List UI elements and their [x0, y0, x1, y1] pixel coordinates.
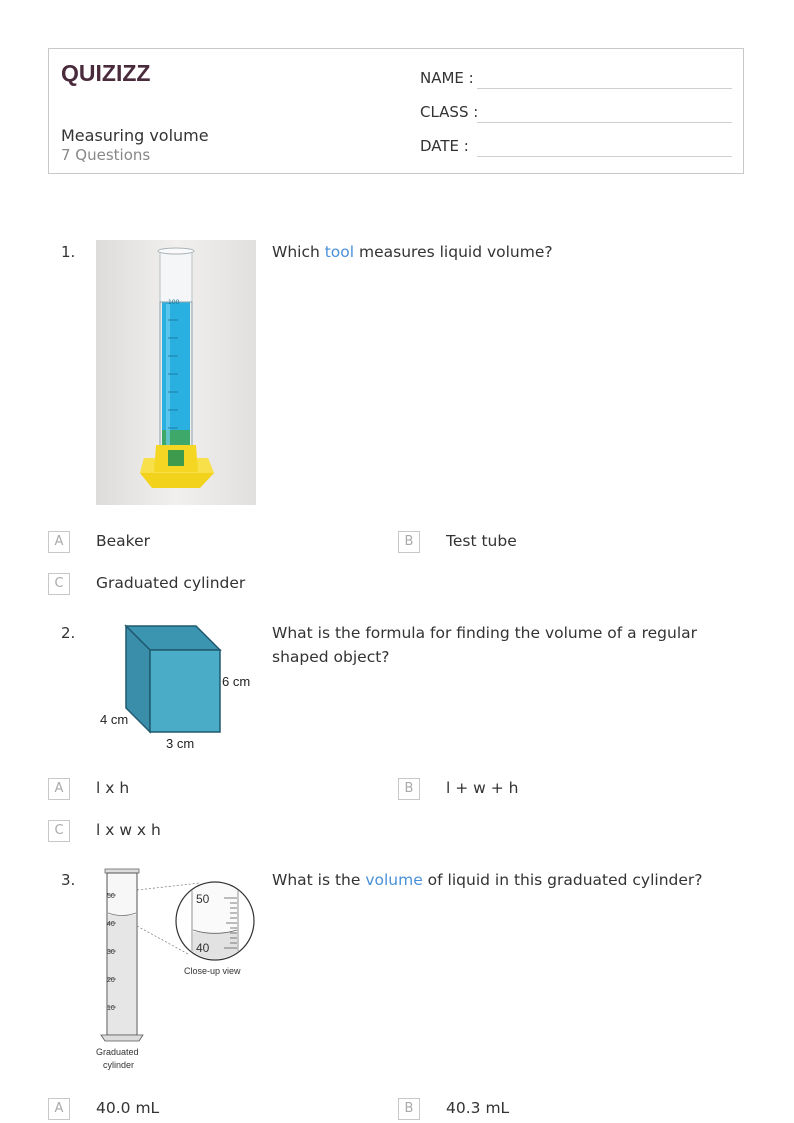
tick-label-10: 10	[107, 1005, 115, 1012]
q2-option-b[interactable]: l + w + h	[446, 779, 519, 797]
class-line[interactable]	[477, 122, 732, 123]
cylinder-caption-line2: cylinder	[103, 1060, 135, 1070]
tick-label-30: 30	[107, 949, 115, 956]
q1-option-a[interactable]: Beaker	[96, 532, 151, 550]
q3-option-a-letter[interactable]: A	[48, 1098, 70, 1120]
width-label: 3 cm	[166, 736, 195, 751]
q3-option-b-letter[interactable]: B	[398, 1098, 420, 1120]
date-label: DATE :	[420, 137, 469, 155]
question-3-number: 3.	[61, 871, 76, 889]
closeup-label-50: 50	[196, 892, 210, 906]
q2-option-c[interactable]: l x w x h	[96, 821, 161, 839]
q3-option-b[interactable]: 40.3 mL	[446, 1099, 510, 1117]
q2-option-b-letter[interactable]: B	[398, 778, 420, 800]
tick-label-40: 40	[107, 921, 115, 928]
q1-option-c-letter[interactable]: C	[48, 573, 70, 595]
question-3-text: What is the volume of liquid in this graduated cylinder?	[272, 871, 703, 889]
q2-option-a[interactable]: l x h	[96, 779, 130, 797]
rectangular-prism-figure	[96, 620, 260, 755]
q1-option-b[interactable]: Test tube	[446, 532, 517, 550]
question-1-number: 1.	[61, 243, 76, 261]
quizizz-logo	[61, 59, 161, 87]
tick-label-20: 20	[107, 977, 115, 984]
question-count: 7 Questions	[61, 146, 151, 164]
q2-option-a-letter[interactable]: A	[48, 778, 70, 800]
class-label: CLASS :	[420, 103, 479, 121]
tick-label-50: 50	[107, 893, 115, 900]
question-1-text: Which tool measures liquid volume?	[272, 243, 553, 261]
q1-option-a-letter[interactable]: A	[48, 531, 70, 553]
cylinder-caption-line1: Graduated	[96, 1047, 139, 1057]
height-label: 6 cm	[222, 674, 251, 689]
name-label: NAME :	[420, 69, 474, 87]
question-2-number: 2.	[61, 624, 76, 642]
q1-option-c[interactable]: Graduated cylinder	[96, 574, 246, 592]
closeup-caption: Close-up view	[184, 966, 241, 976]
date-line[interactable]	[477, 156, 732, 157]
q3-option-a[interactable]: 40.0 mL	[96, 1099, 160, 1117]
name-line[interactable]	[477, 88, 732, 89]
graduated-cylinder-diagram	[92, 866, 260, 1074]
worksheet-title: Measuring volume	[61, 126, 209, 145]
closeup-label-40: 40	[196, 941, 210, 955]
logo-text: QUIZIZZ	[61, 60, 151, 86]
question-2-text: What is the formula for finding the volume of a regular shaped object?	[272, 624, 697, 666]
q2-option-c-letter[interactable]: C	[48, 820, 70, 842]
worksheet-header	[48, 48, 744, 174]
cylinder-mark-label: 100	[168, 299, 180, 306]
q1-option-b-letter[interactable]: B	[398, 531, 420, 553]
depth-label: 4 cm	[100, 712, 129, 727]
graduated-cylinder-photo	[96, 240, 256, 505]
